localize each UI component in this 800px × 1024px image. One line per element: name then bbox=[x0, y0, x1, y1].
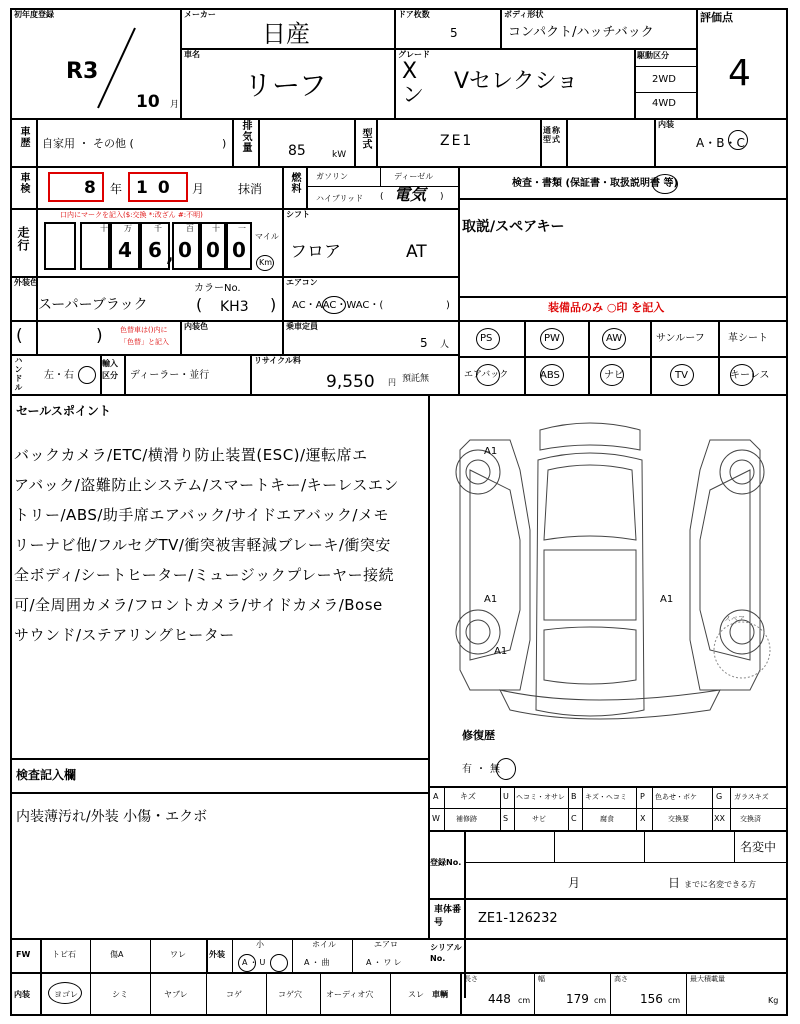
int-color-paren-close: ) bbox=[96, 326, 103, 346]
equip-abs-circle bbox=[540, 364, 564, 386]
height-unit: cm bbox=[668, 996, 681, 1005]
mileage-comma: , bbox=[166, 242, 174, 266]
aircon-label: エアコン bbox=[286, 278, 318, 287]
fw-label: FW bbox=[16, 950, 31, 959]
inspection-year: 8 bbox=[84, 178, 96, 198]
legend-text-u: ヘコミ・オサレ bbox=[516, 793, 565, 801]
legend-text-p: 色あせ・ボケ bbox=[655, 793, 697, 801]
wheel-value: A・曲 bbox=[304, 958, 332, 967]
model-value: ZE1 bbox=[440, 133, 474, 149]
fuel-label: 燃料 bbox=[289, 172, 300, 194]
score-label: 評価点 bbox=[700, 11, 733, 24]
month-unit: 月 bbox=[192, 182, 205, 196]
sales-point-line-6: 可/全周囲カメラ/フロントカメラ/サイドカメラ/Bose bbox=[14, 596, 383, 614]
displacement-unit: kW bbox=[332, 150, 347, 160]
legend-code-c: C bbox=[571, 814, 577, 823]
mile-label: マイル bbox=[255, 232, 279, 241]
registration-label: 登録No. bbox=[430, 858, 462, 867]
legend-text-b: キズ・ヘコミ bbox=[585, 793, 627, 801]
deadline-month: 月 bbox=[568, 876, 581, 890]
fw-item-2: 傷A bbox=[110, 950, 124, 959]
equip-keyless-circle bbox=[730, 364, 754, 386]
inspection-month: 10 bbox=[136, 178, 180, 198]
length-value: 448 bbox=[488, 992, 511, 1006]
equip-keyless[interactable]: キーレス bbox=[730, 370, 770, 381]
year-unit: 年 bbox=[110, 182, 123, 196]
equip-airbag[interactable]: エアバック bbox=[464, 370, 509, 380]
recycle-status: 預託無 bbox=[402, 374, 430, 384]
equip-aw-circle bbox=[602, 328, 626, 350]
inspection-notes-text: 内装薄汚れ/外装 小傷・エクボ bbox=[16, 809, 208, 825]
fuel-gasoline[interactable]: ガソリン bbox=[316, 172, 348, 181]
int-item-6: オーディオ穴 bbox=[326, 990, 374, 999]
ext-u-circle bbox=[270, 954, 288, 972]
grade-v: Vセレクショ bbox=[454, 69, 579, 94]
height-label: 高さ bbox=[614, 975, 628, 983]
equip-tv-circle bbox=[670, 364, 694, 386]
shift-value: フロア bbox=[290, 242, 341, 262]
mileage-unit-6: 一 bbox=[238, 224, 246, 233]
mileage-digit-5: 0 bbox=[232, 238, 246, 262]
int-item-7: スレ bbox=[408, 990, 424, 999]
mileage-unit-3: 千 bbox=[154, 224, 162, 233]
legend-text-xx: 交換済 bbox=[740, 815, 761, 823]
handle-value: 左・右 bbox=[44, 370, 74, 381]
equip-airbag-circle bbox=[476, 364, 500, 386]
int-label: 内装 bbox=[14, 990, 30, 999]
history-label: 車歴 bbox=[18, 126, 29, 148]
fw-item-3: ワレ bbox=[170, 950, 186, 959]
interior-label: 内装 bbox=[658, 120, 674, 129]
mileage-digit-4: 0 bbox=[206, 238, 220, 262]
recycle-label: リサイクル料 bbox=[254, 356, 301, 365]
legend-code-g: G bbox=[716, 792, 723, 801]
body-value: コンパクト/ハッチバック bbox=[508, 25, 654, 40]
exterior-label: 外装色 bbox=[14, 278, 38, 287]
int-item-1: ヨゴレ bbox=[54, 990, 78, 999]
mileage-instruction: 口内にマークを記入($:交換 *:改ざん #:不明) bbox=[60, 211, 203, 219]
aero-label: エアロ bbox=[374, 940, 398, 949]
equip-navi-circle bbox=[600, 364, 624, 386]
equip-abs[interactable]: ABS bbox=[540, 370, 560, 381]
length-label: 長さ bbox=[464, 975, 478, 983]
legend-code-x: X bbox=[640, 814, 646, 823]
int-item-4: コゲ bbox=[226, 990, 242, 999]
equip-pw[interactable]: PW bbox=[544, 333, 560, 344]
mileage-label: 走行 bbox=[16, 226, 30, 252]
serial-label: シリアルNo. bbox=[430, 943, 462, 963]
fuel-paren: ( bbox=[380, 192, 384, 202]
equip-leather[interactable]: 革シート bbox=[728, 333, 768, 344]
repair-circle bbox=[496, 758, 516, 780]
aero-value: A・ワレ bbox=[366, 958, 404, 967]
color-no-value: KH3 bbox=[220, 299, 249, 315]
equip-ps[interactable]: PS bbox=[480, 333, 493, 344]
color-no-label: カラーNo. bbox=[194, 283, 241, 294]
ext-a-circle bbox=[238, 954, 256, 972]
docs-notes: 取説/スペアキー bbox=[462, 219, 565, 235]
mileage-unit-2: 万 bbox=[124, 224, 132, 233]
name-change-label: 名変中 bbox=[740, 840, 777, 854]
legend-code-w: W bbox=[432, 814, 440, 823]
fuel-other: 電気 bbox=[394, 185, 427, 204]
body-label: ボディ形状 bbox=[504, 10, 544, 19]
aircon-close: ) bbox=[446, 300, 450, 311]
mileage-unit-5: 十 bbox=[212, 224, 220, 233]
displacement-value: 85 bbox=[288, 143, 306, 159]
sales-point-title: セールスポイント bbox=[16, 404, 111, 418]
mileage-digit-3: 0 bbox=[178, 238, 192, 262]
height-value: 156 bbox=[640, 992, 663, 1006]
mileage-unit-1: 十 bbox=[100, 224, 108, 233]
first-reg-era: R3 bbox=[66, 59, 99, 84]
mileage-box-1 bbox=[44, 222, 76, 270]
maker-label: メーカー bbox=[184, 10, 216, 19]
legend-text-a: キズ bbox=[460, 792, 476, 801]
spare-label: スペア bbox=[724, 615, 745, 623]
ext-small: A・U bbox=[242, 958, 268, 967]
int-color-paren: ( bbox=[16, 326, 23, 346]
inspection-label: 車検 bbox=[18, 172, 29, 194]
legend-text-w: 補修跡 bbox=[456, 815, 477, 823]
legend-code-s: S bbox=[503, 814, 509, 823]
color-no-paren-close: ) bbox=[270, 295, 277, 314]
sales-point-line-5: 全ボディ/シートヒーター/ミュージックプレーヤー接続 bbox=[14, 566, 395, 584]
drive-4wd[interactable]: 4WD bbox=[652, 98, 676, 109]
legend-code-b: B bbox=[571, 792, 577, 801]
int-item-2: シミ bbox=[112, 990, 128, 999]
sales-point-line-2: アバック/盗難防止システム/スマートキー/キーレスエン bbox=[14, 476, 399, 494]
interior-b-circle bbox=[728, 130, 748, 150]
width-value: 179 bbox=[566, 992, 589, 1006]
grade-xn: X ン bbox=[402, 59, 425, 108]
doors-label: ドア枚数 bbox=[398, 10, 430, 19]
int-item-5: コゲ穴 bbox=[278, 990, 302, 999]
first-reg-label: 初年度登録 bbox=[14, 10, 54, 19]
legend-code-xx: XX bbox=[714, 814, 725, 823]
first-reg-month-unit: 月 bbox=[170, 100, 180, 110]
sales-point-line-1: バックカメラ/ETC/横滑り防止装置(ESC)/運転席エ bbox=[14, 446, 368, 464]
damage-mark-4: A1 bbox=[494, 646, 508, 657]
equip-ps-circle bbox=[476, 328, 500, 350]
shift-label: シフト bbox=[286, 210, 310, 219]
aircon-value: AC・AAC・WAC・( bbox=[292, 300, 384, 311]
handle-label: ハンドル bbox=[14, 356, 23, 392]
ext-label: 外装 bbox=[209, 950, 225, 959]
equip-tv[interactable]: TV bbox=[675, 370, 688, 381]
equipment-title: 装備品のみ ○印 を記入 bbox=[548, 301, 665, 314]
interior-value: A・B・C bbox=[696, 136, 745, 150]
repair-label: 修復歴 bbox=[462, 729, 495, 742]
chassis-label: 車体番号 bbox=[434, 905, 462, 928]
legend-text-g: ガラスキズ bbox=[734, 793, 769, 801]
equip-sunroof[interactable]: サンルーフ bbox=[656, 333, 705, 344]
first-reg-month: 10 bbox=[136, 92, 160, 112]
deadline-text: までに名変できる方 bbox=[684, 880, 756, 889]
fw-item-1: トビ石 bbox=[52, 950, 76, 959]
km-label: Km bbox=[259, 258, 273, 267]
model-label: 型式 bbox=[360, 128, 371, 150]
interior-color-label: 内装色 bbox=[184, 322, 208, 331]
damage-mark-1: A1 bbox=[484, 446, 498, 457]
import-label: 輸入区分 bbox=[102, 359, 118, 380]
fuel-paren-close: ) bbox=[440, 192, 444, 202]
aircon-circle bbox=[322, 296, 346, 314]
damage-mark-3: A1 bbox=[660, 594, 674, 605]
chassis-value: ZE1-126232 bbox=[478, 911, 558, 926]
sales-point-line-3: トリー/ABS/助手席エアバック/サイドエアバック/メモ bbox=[14, 506, 389, 524]
legend-text-s: サビ bbox=[532, 815, 546, 823]
legend-code-u: U bbox=[503, 792, 509, 801]
color-no-paren: ( bbox=[196, 295, 203, 314]
mileage-digit-2: 6 bbox=[148, 238, 162, 262]
drive-2wd[interactable]: 2WD bbox=[652, 74, 676, 85]
exterior-value: スーパーブラック bbox=[38, 297, 148, 313]
handle-circle bbox=[78, 366, 96, 384]
fuel-diesel[interactable]: ディーゼル bbox=[394, 172, 434, 181]
sales-point-line-4: リーナビ他/フルセグTV/衝突被害軽減ブレーキ/衝突安 bbox=[14, 536, 391, 554]
legend-code-p: P bbox=[640, 792, 645, 801]
length-unit: cm bbox=[518, 996, 531, 1005]
inspection-notes-title: 検査記入欄 bbox=[16, 768, 77, 782]
km-circle bbox=[256, 255, 274, 271]
legend-text-c: 腐食 bbox=[600, 815, 614, 823]
legend-code-a: A bbox=[433, 792, 439, 801]
docs-circle bbox=[652, 174, 678, 194]
drive-label: 駆動区分 bbox=[637, 51, 669, 60]
import-value: ディーラー・並行 bbox=[130, 370, 210, 381]
width-unit: cm bbox=[594, 996, 607, 1005]
car-name-value: リーフ bbox=[244, 69, 327, 102]
color-change-note: 色替車は()内に「色替」と記入 bbox=[120, 326, 169, 346]
equip-navi[interactable]: ナビ bbox=[604, 370, 624, 381]
repair-value: 有・無 bbox=[462, 764, 504, 775]
mileage-digit-1: 4 bbox=[118, 238, 132, 262]
capacity-label: 乗車定員 bbox=[286, 322, 318, 331]
car-diagram bbox=[440, 410, 780, 740]
fuel-hybrid[interactable]: ハイブリッド bbox=[316, 194, 364, 203]
displacement-label: 排気量 bbox=[240, 120, 251, 153]
sales-point-line-7: サウンド/ステアリングヒーター bbox=[14, 626, 235, 644]
equip-pw-circle bbox=[540, 328, 564, 350]
ext-small-label: 小 bbox=[256, 940, 264, 949]
equip-aw[interactable]: AW bbox=[606, 333, 623, 344]
grade-label: グレード bbox=[398, 50, 430, 59]
wheel-label: ホイル bbox=[312, 940, 336, 949]
history-close: ) bbox=[222, 137, 227, 150]
deadline-day: 日 bbox=[668, 876, 681, 890]
int-item-3: ヤブレ bbox=[164, 990, 188, 999]
docs-title: 検査・書類 (保証書・取扱説明書 等) bbox=[512, 178, 679, 189]
width-label: 幅 bbox=[538, 975, 545, 983]
capacity-value: 5 bbox=[420, 336, 428, 350]
mileage-unit-4: 百 bbox=[186, 224, 194, 233]
transmission-value: AT bbox=[406, 242, 427, 262]
load-unit: Kg bbox=[768, 996, 779, 1005]
load-label: 最大積載量 bbox=[690, 975, 725, 983]
common-model-label: 通称型式 bbox=[543, 126, 561, 144]
capacity-unit: 人 bbox=[440, 340, 450, 350]
recycle-amount: 9,550 bbox=[326, 372, 375, 392]
recycle-unit: 円 bbox=[388, 378, 396, 387]
deregistered: 抹消 bbox=[238, 182, 263, 196]
dim-label: 車輌 bbox=[432, 990, 448, 999]
doors-value: 5 bbox=[450, 26, 458, 40]
damage-mark-2: A1 bbox=[484, 594, 498, 605]
maker-value: 日産 bbox=[262, 20, 310, 48]
car-name-label: 車名 bbox=[184, 50, 200, 59]
history-value: 自家用 ・ その他 ( bbox=[42, 137, 134, 150]
int-item-1-circle bbox=[48, 982, 82, 1004]
score-value: 4 bbox=[728, 53, 751, 94]
legend-text-x: 交換要 bbox=[668, 815, 689, 823]
